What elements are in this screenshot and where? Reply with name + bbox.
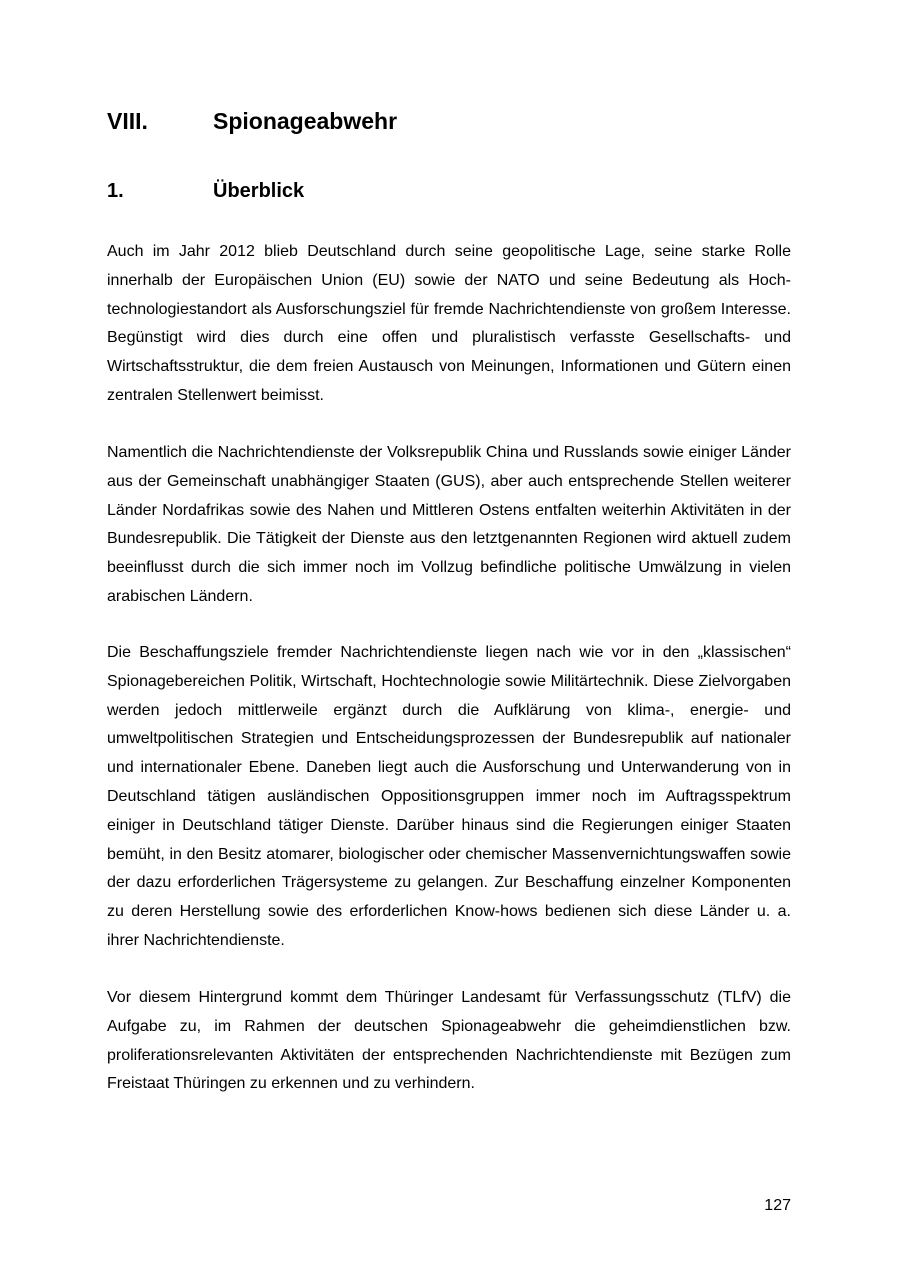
- section-number: VIII.: [107, 108, 148, 134]
- subsection-number: 1.: [107, 180, 124, 202]
- body-paragraph-3: Die Beschaffungsziele fremder Nachrichtendienste liegen nach wie vor in den „klassischen“ Spionagebereichen Politik, Wirtschaft, Hochtechnologie sowie Militärtechnik. Diese Zielvorgaben werden jedoch mittlerweile ergänzt durch die Aufklärung von klima-, energie- und umweltpolitischen Strategien und Entscheidungsprozessen der Bundesrepublik auf nationaler und internationaler Ebene. Daneben liegt auch die Ausforschung und Unterwanderung von in Deutschland tätigen ausländischen Oppositionsgruppen immer noch im Auftragsspektrum einiger in Deutschland tätiger Dienste. Darüber hinaus sind die Regierungen einiger Staaten bemüht, in den Besitz atomarer, biologischer oder chemischer Massenvernichtungswaffen sowie der dazu erforderlichen Trägersysteme zu gelangen. Zur Beschaffung einzelner Komponenten zu deren Herstellung sowie des erforderlichen Know-hows bedienen sich diese Länder u. a. ihrer Nachrichtendienste.: [107, 644, 791, 949]
- body-paragraph-1: Auch im Jahr 2012 blieb Deutschland durch seine geopolitische Lage, seine starke Rolle innerhalb der Europäischen Union (EU) sowie der NATO und seine Bedeutung als Hochtechnologiestandort als Ausforschungsziel für fremde Nachrichtendienste von großem Interesse. Begünstigt wird dies durch eine offen und pluralistisch verfasste Gesellschafts- und Wirtschaftsstruktur, die dem freien Austausch von Meinungen, Informationen und Gütern einen zentralen Stellenwert beimisst.: [107, 243, 791, 404]
- body-paragraph-4: Vor diesem Hintergrund kommt dem Thüringer Landesamt für Verfassungsschutz (TLfV) die Aufgabe zu, im Rahmen der deutschen Spionageabwehr die geheimdienstlichen bzw. proliferationsrelevanten Aktivitäten der entsprechenden Nachrichtendienste mit Bezügen zum Freistaat Thüringen zu erkennen und zu verhindern.: [107, 989, 791, 1093]
- subsection-heading: [107, 178, 304, 204]
- subsection-title: Überblick: [213, 180, 305, 202]
- section-heading: [107, 107, 397, 135]
- body-paragraph-2: Namentlich die Nachrichtendienste der Volksrepublik China und Russlands sowie einiger Länder aus der Gemeinschaft unabhängiger Staaten (GUS), aber auch entsprechende Stellen weiterer Länder Nordafrikas sowie des Nahen und Mittleren Ostens entfalten weiterhin Aktivitäten in der Bundesrepublik. Die Tätigkeit der Dienste aus den letztgenannten Regionen wird aktuell zudem beeinflusst durch die sich immer noch im Vollzug befindliche politische Umwälzung in vielen arabischen Ländern.: [107, 444, 791, 605]
- page-number: 127: [764, 1197, 791, 1214]
- section-title: Spionageabwehr: [213, 108, 398, 134]
